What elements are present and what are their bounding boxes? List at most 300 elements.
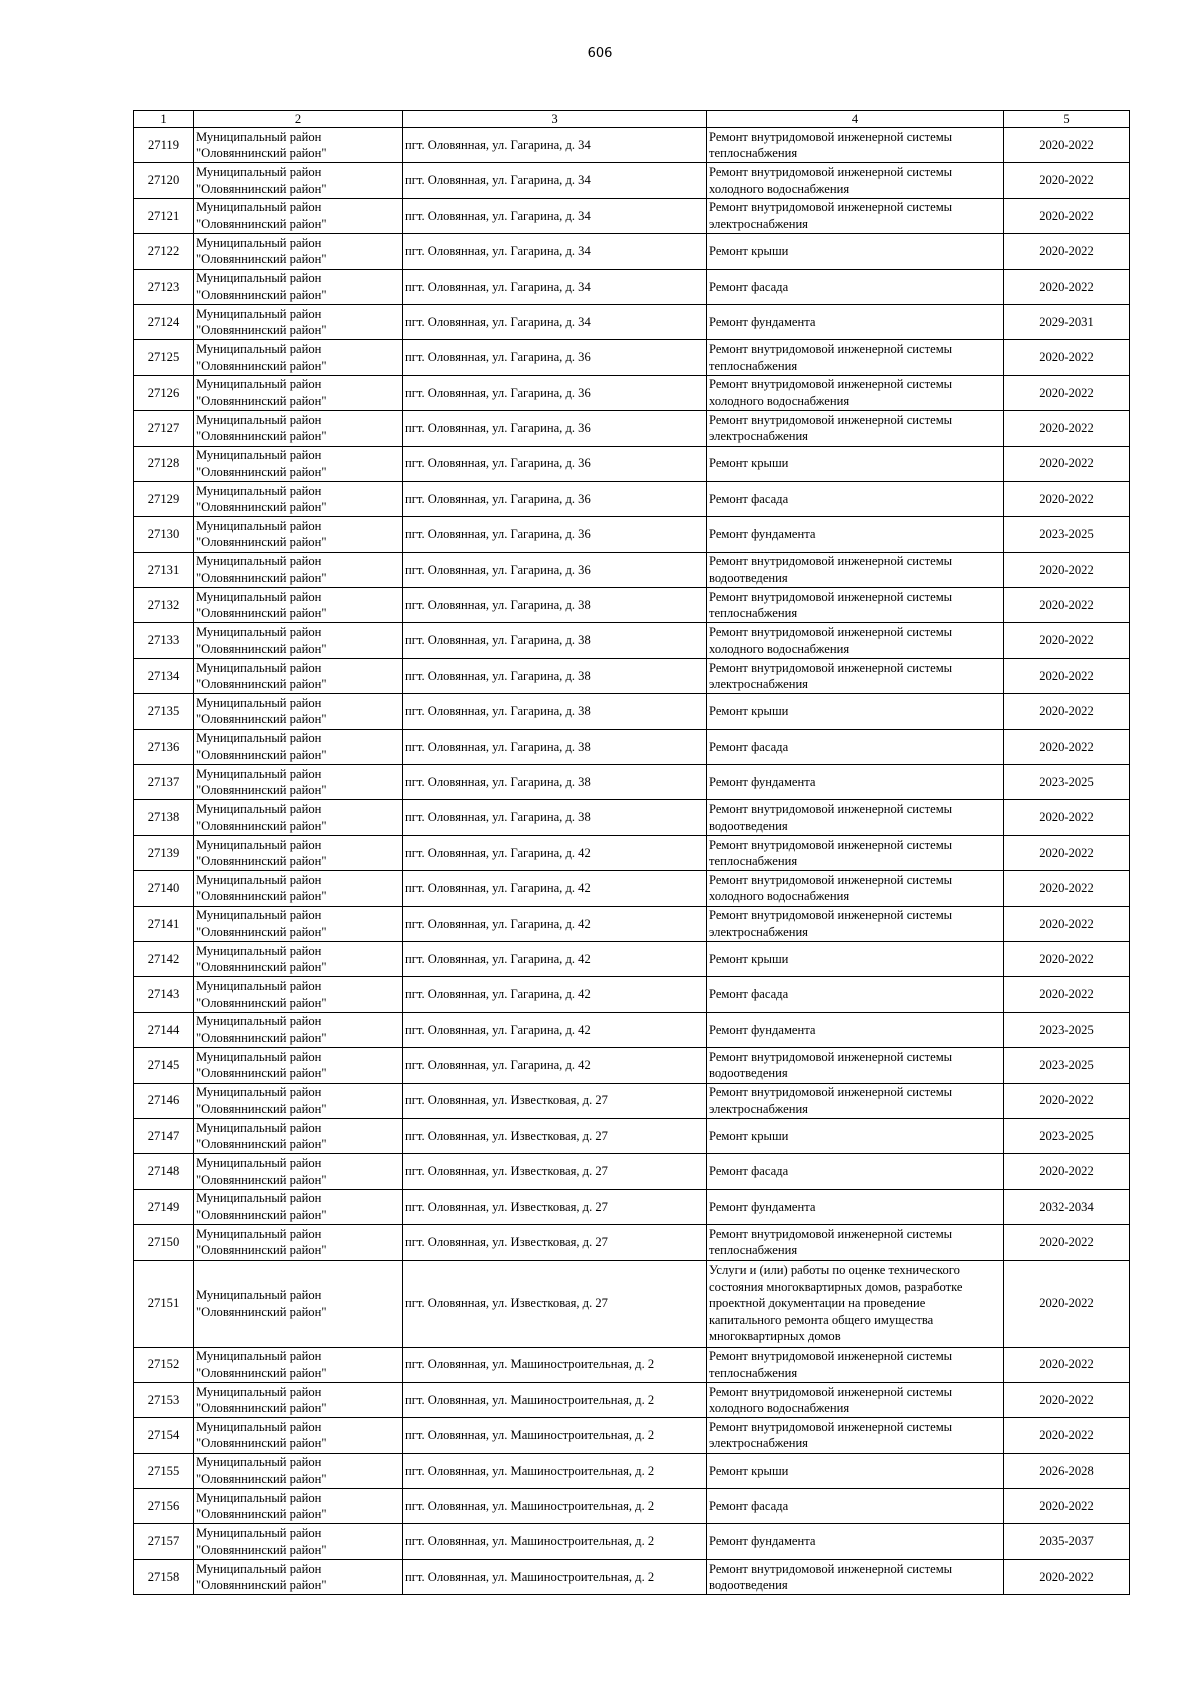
work-type-line: водоотведения: [709, 818, 788, 833]
district-line: "Оловяннинский район": [196, 960, 327, 975]
district-line: Муниципальный район: [196, 235, 322, 250]
district-cell: [194, 128, 403, 163]
district-line: "Оловяннинский район": [196, 1578, 327, 1593]
work-type-cell: [707, 411, 1004, 446]
row-number-cell: 27147: [134, 1118, 194, 1153]
address-cell: пгт. Оловянная, ул. Гагарина, д. 34: [403, 163, 707, 198]
work-type-cell: [707, 1048, 1004, 1083]
period-cell: 2020-2022: [1004, 234, 1130, 269]
address-cell: пгт. Оловянная, ул. Известковая, д. 27: [403, 1118, 707, 1153]
district-line: "Оловяннинский район": [196, 181, 327, 196]
district-line: Муниципальный район: [196, 1490, 322, 1505]
work-type-line: электроснабжения: [709, 1101, 808, 1116]
work-type-cell: [707, 906, 1004, 941]
work-type-line: электроснабжения: [709, 677, 808, 692]
address-cell: пгт. Оловянная, ул. Гагарина, д. 34: [403, 198, 707, 233]
district-line: Муниципальный район: [196, 1526, 322, 1541]
district-line: "Оловяннинский район": [196, 216, 327, 231]
period-cell: 2020-2022: [1004, 411, 1130, 446]
column-header-3: 3: [403, 111, 707, 128]
work-type-line: холодного водоснабжения: [709, 641, 850, 656]
district-line: Муниципальный район: [196, 766, 322, 781]
district-line: Муниципальный район: [196, 943, 322, 958]
district-line: Муниципальный район: [196, 837, 322, 852]
district-line: "Оловяннинский район": [196, 146, 327, 161]
work-type-line: Ремонт внутридомовой инженерной системы: [709, 837, 953, 852]
row-number-cell: 27139: [134, 835, 194, 870]
address-cell: пгт. Оловянная, ул. Известковая, д. 27: [403, 1154, 707, 1189]
work-type-cell: [707, 340, 1004, 375]
work-type-line: теплоснабжения: [709, 1243, 798, 1258]
district-line: "Оловяннинский район": [196, 1066, 327, 1081]
row-number-cell: 27125: [134, 340, 194, 375]
table-row: [134, 1524, 1130, 1559]
row-number-cell: 27151: [134, 1260, 194, 1347]
district-line: Муниципальный район: [196, 1049, 322, 1064]
work-type-line: Ремонт внутридомовой инженерной системы: [709, 1384, 953, 1399]
row-number-cell: 27126: [134, 375, 194, 410]
district-cell: [194, 871, 403, 906]
period-cell: 2026-2028: [1004, 1453, 1130, 1488]
work-type-line: холодного водоснабжения: [709, 889, 850, 904]
work-type-line: теплоснабжения: [709, 146, 798, 161]
address-cell: пгт. Оловянная, ул. Гагарина, д. 42: [403, 906, 707, 941]
work-type-cell: [707, 481, 1004, 516]
table-row: [134, 658, 1130, 693]
table-row: [134, 941, 1130, 976]
address-cell: пгт. Оловянная, ул. Гагарина, д. 38: [403, 694, 707, 729]
address-cell: пгт. Оловянная, ул. Гагарина, д. 42: [403, 1048, 707, 1083]
work-type-line: водоотведения: [709, 1066, 788, 1081]
period-cell: 2035-2037: [1004, 1524, 1130, 1559]
district-line: "Оловяннинский район": [196, 606, 327, 621]
row-number-cell: 27132: [134, 588, 194, 623]
period-cell: 2032-2034: [1004, 1189, 1130, 1224]
row-number-cell: 27155: [134, 1453, 194, 1488]
row-number-cell: 27152: [134, 1347, 194, 1382]
period-cell: 2020-2022: [1004, 481, 1130, 516]
district-line: Муниципальный район: [196, 271, 322, 286]
work-type-cell: [707, 1489, 1004, 1524]
district-cell: [194, 552, 403, 587]
address-cell: пгт. Оловянная, ул. Известковая, д. 27: [403, 1260, 707, 1347]
work-type-cell: [707, 375, 1004, 410]
table-row: [134, 1083, 1130, 1118]
work-type-cell: [707, 1347, 1004, 1382]
district-cell: [194, 1118, 403, 1153]
column-header-2: 2: [194, 111, 403, 128]
work-type-line: электроснабжения: [709, 1436, 808, 1451]
repair-register-table: [133, 110, 1130, 1595]
district-cell: [194, 340, 403, 375]
period-cell: 2020-2022: [1004, 623, 1130, 658]
table-body: [134, 128, 1130, 1595]
period-cell: 2020-2022: [1004, 729, 1130, 764]
district-line: Муниципальный район: [196, 1085, 322, 1100]
period-cell: 2020-2022: [1004, 198, 1130, 233]
period-cell: 2020-2022: [1004, 552, 1130, 587]
work-type-line: теплоснабжения: [709, 606, 798, 621]
row-number-cell: 27135: [134, 694, 194, 729]
district-line: "Оловяннинский район": [196, 393, 327, 408]
district-cell: [194, 1382, 403, 1417]
district-line: Муниципальный район: [196, 200, 322, 215]
work-type-line: Ремонт внутридомовой инженерной системы: [709, 625, 953, 640]
work-type-line: электроснабжения: [709, 429, 808, 444]
work-type-line: Ремонт фундамента: [709, 527, 816, 542]
period-cell: 2023-2025: [1004, 1048, 1130, 1083]
row-number-cell: 27153: [134, 1382, 194, 1417]
period-cell: 2020-2022: [1004, 658, 1130, 693]
work-type-line: Ремонт внутридомовой инженерной системы: [709, 412, 953, 427]
column-header-4: 4: [707, 111, 1004, 128]
period-cell: 2020-2022: [1004, 906, 1130, 941]
row-number-cell: 27157: [134, 1524, 194, 1559]
period-cell: 2020-2022: [1004, 163, 1130, 198]
address-cell: пгт. Оловянная, ул. Гагарина, д. 38: [403, 800, 707, 835]
row-number-cell: 27156: [134, 1489, 194, 1524]
district-line: "Оловяннинский район": [196, 712, 327, 727]
row-number-cell: 27119: [134, 128, 194, 163]
period-cell: 2020-2022: [1004, 800, 1130, 835]
district-line: "Оловяннинский район": [196, 535, 327, 550]
district-cell: [194, 269, 403, 304]
district-cell: [194, 1154, 403, 1189]
district-line: "Оловяннинский район": [196, 1507, 327, 1522]
work-type-line: теплоснабжения: [709, 854, 798, 868]
district-cell: [194, 1559, 403, 1594]
work-type-line: Ремонт внутридомовой инженерной системы: [709, 129, 953, 144]
work-type-cell: [707, 871, 1004, 906]
work-type-line: Ремонт внутридомовой инженерной системы: [709, 908, 953, 923]
work-type-line: Ремонт внутридомовой инженерной системы: [709, 1419, 953, 1434]
district-line: "Оловяннинский район": [196, 995, 327, 1010]
district-line: "Оловяннинский район": [196, 641, 327, 656]
table-row: [134, 1382, 1130, 1417]
district-line: Муниципальный район: [196, 1384, 322, 1399]
address-cell: пгт. Оловянная, ул. Гагарина, д. 36: [403, 375, 707, 410]
work-type-cell: [707, 941, 1004, 976]
work-type-cell: [707, 1154, 1004, 1189]
work-type-line: электроснабжения: [709, 216, 808, 231]
work-type-line: теплоснабжения: [709, 1365, 798, 1380]
district-line: Муниципальный район: [196, 342, 322, 357]
district-cell: [194, 1260, 403, 1347]
district-line: "Оловяннинский район": [196, 1304, 327, 1319]
work-type-line: Ремонт крыши: [709, 1463, 789, 1478]
work-type-cell: [707, 128, 1004, 163]
work-type-cell: [707, 552, 1004, 587]
table-row: [134, 1048, 1130, 1083]
row-number-cell: 27129: [134, 481, 194, 516]
work-type-cell: [707, 269, 1004, 304]
table-row: [134, 1489, 1130, 1524]
district-cell: [194, 1189, 403, 1224]
address-cell: пгт. Оловянная, ул. Гагарина, д. 36: [403, 552, 707, 587]
table-row: [134, 977, 1130, 1012]
column-header-1: 1: [134, 111, 194, 128]
page-number: 606: [587, 46, 613, 61]
district-cell: [194, 234, 403, 269]
district-cell: [194, 765, 403, 800]
table-row: [134, 1118, 1130, 1153]
work-type-line: водоотведения: [709, 1578, 788, 1593]
work-type-line: Ремонт внутридомовой инженерной системы: [709, 802, 953, 817]
district-line: Муниципальный район: [196, 412, 322, 427]
district-line: Муниципальный район: [196, 1455, 322, 1470]
work-type-line: Ремонт крыши: [709, 951, 789, 966]
row-number-cell: 27136: [134, 729, 194, 764]
district-line: Муниципальный район: [196, 129, 322, 144]
work-type-line: Ремонт внутридомовой инженерной системы: [709, 165, 953, 180]
address-cell: пгт. Оловянная, ул. Гагарина, д. 42: [403, 977, 707, 1012]
district-line: Муниципальный район: [196, 165, 322, 180]
district-line: Муниципальный район: [196, 908, 322, 923]
work-type-line: Ремонт внутридомовой инженерной системы: [709, 872, 953, 887]
district-line: Муниципальный район: [196, 1349, 322, 1364]
work-type-line: Ремонт фасада: [709, 739, 789, 754]
district-line: Муниципальный район: [196, 1226, 322, 1241]
address-cell: пгт. Оловянная, ул. Гагарина, д. 34: [403, 234, 707, 269]
district-line: "Оловяннинский район": [196, 1436, 327, 1451]
table-row: [134, 765, 1130, 800]
address-cell: пгт. Оловянная, ул. Машиностроительная, д. 2: [403, 1559, 707, 1594]
district-line: "Оловяннинский район": [196, 1401, 327, 1416]
row-number-cell: 27141: [134, 906, 194, 941]
table-row: [134, 1347, 1130, 1382]
period-cell: 2023-2025: [1004, 517, 1130, 552]
period-cell: 2020-2022: [1004, 1489, 1130, 1524]
period-cell: 2020-2022: [1004, 835, 1130, 870]
address-cell: пгт. Оловянная, ул. Гагарина, д. 34: [403, 304, 707, 339]
work-type-cell: [707, 1012, 1004, 1047]
table-row: [134, 694, 1130, 729]
row-number-cell: 27158: [134, 1559, 194, 1594]
work-type-line: Ремонт крыши: [709, 456, 789, 471]
work-type-line: многоквартирных домов: [709, 1329, 841, 1344]
district-cell: [194, 941, 403, 976]
work-type-line: проектной документации на проведение: [709, 1296, 926, 1311]
row-number-cell: 27145: [134, 1048, 194, 1083]
work-type-line: состояния многоквартирных домов, разработке: [709, 1279, 963, 1294]
district-line: Муниципальный район: [196, 625, 322, 640]
work-type-line: Ремонт внутридомовой инженерной системы: [709, 1226, 953, 1241]
table-row: [134, 340, 1130, 375]
row-number-cell: 27131: [134, 552, 194, 587]
work-type-line: холодного водоснабжения: [709, 181, 850, 196]
work-type-cell: [707, 1225, 1004, 1260]
period-cell: 2020-2022: [1004, 375, 1130, 410]
district-line: Муниципальный район: [196, 589, 322, 604]
district-cell: [194, 1418, 403, 1453]
row-number-cell: 27154: [134, 1418, 194, 1453]
table-row: [134, 1225, 1130, 1260]
address-cell: пгт. Оловянная, ул. Гагарина, д. 42: [403, 871, 707, 906]
row-number-cell: 27127: [134, 411, 194, 446]
district-cell: [194, 1347, 403, 1382]
district-line: Муниципальный район: [196, 979, 322, 994]
district-line: "Оловяннинский район": [196, 1137, 327, 1152]
row-number-cell: 27123: [134, 269, 194, 304]
district-line: "Оловяннинский район": [196, 783, 327, 798]
address-cell: пгт. Оловянная, ул. Известковая, д. 27: [403, 1083, 707, 1118]
row-number-cell: 27148: [134, 1154, 194, 1189]
district-line: Муниципальный район: [196, 802, 322, 817]
work-type-cell: [707, 623, 1004, 658]
district-cell: [194, 1083, 403, 1118]
district-line: "Оловяннинский район": [196, 500, 327, 515]
work-type-line: Ремонт внутридомовой инженерной системы: [709, 660, 953, 675]
work-type-cell: [707, 1083, 1004, 1118]
district-line: "Оловяннинский район": [196, 1172, 327, 1187]
row-number-cell: 27140: [134, 871, 194, 906]
district-line: "Оловяннинский район": [196, 429, 327, 444]
district-line: Муниципальный район: [196, 1014, 322, 1029]
district-cell: [194, 198, 403, 233]
district-cell: [194, 1225, 403, 1260]
row-number-cell: 27130: [134, 517, 194, 552]
table-header: [134, 111, 1130, 128]
work-type-line: Ремонт фундамента: [709, 1199, 816, 1214]
table-row: [134, 1012, 1130, 1047]
work-type-cell: [707, 163, 1004, 198]
district-line: Муниципальный район: [196, 1120, 322, 1135]
period-cell: 2020-2022: [1004, 1559, 1130, 1594]
address-cell: пгт. Оловянная, ул. Гагарина, д. 42: [403, 835, 707, 870]
work-type-line: Ремонт внутридомовой инженерной системы: [709, 200, 953, 215]
period-cell: 2020-2022: [1004, 941, 1130, 976]
table-row: [134, 128, 1130, 163]
table-row: [134, 269, 1130, 304]
period-cell: 2023-2025: [1004, 1012, 1130, 1047]
work-type-line: холодного водоснабжения: [709, 393, 850, 408]
address-cell: пгт. Оловянная, ул. Машиностроительная, д. 2: [403, 1489, 707, 1524]
work-type-line: Ремонт внутридомовой инженерной системы: [709, 342, 953, 357]
district-cell: [194, 1489, 403, 1524]
row-number-cell: 27144: [134, 1012, 194, 1047]
work-type-line: Ремонт фундамента: [709, 1534, 816, 1549]
work-type-line: Ремонт фасада: [709, 1499, 789, 1513]
district-cell: [194, 694, 403, 729]
work-type-line: Ремонт внутридомовой инженерной системы: [709, 1349, 953, 1364]
work-type-line: Ремонт фасада: [709, 1164, 789, 1179]
period-cell: 2020-2022: [1004, 1418, 1130, 1453]
address-cell: пгт. Оловянная, ул. Гагарина, д. 42: [403, 941, 707, 976]
row-number-cell: 27121: [134, 198, 194, 233]
address-cell: пгт. Оловянная, ул. Гагарина, д. 36: [403, 517, 707, 552]
district-cell: [194, 304, 403, 339]
work-type-cell: [707, 694, 1004, 729]
period-cell: 2020-2022: [1004, 1347, 1130, 1382]
period-cell: 2029-2031: [1004, 304, 1130, 339]
district-line: Муниципальный район: [196, 731, 322, 746]
district-line: "Оловяннинский район": [196, 924, 327, 939]
district-cell: [194, 906, 403, 941]
work-type-cell: [707, 765, 1004, 800]
district-line: "Оловяннинский район": [196, 358, 327, 373]
period-cell: 2020-2022: [1004, 446, 1130, 481]
table-row: [134, 906, 1130, 941]
table-row: [134, 163, 1130, 198]
district-line: Муниципальный район: [196, 518, 322, 533]
period-cell: 2020-2022: [1004, 1382, 1130, 1417]
work-type-cell: [707, 1382, 1004, 1417]
table-row: [134, 588, 1130, 623]
work-type-cell: [707, 658, 1004, 693]
address-cell: пгт. Оловянная, ул. Известковая, д. 27: [403, 1225, 707, 1260]
row-number-cell: 27133: [134, 623, 194, 658]
district-line: Муниципальный район: [196, 872, 322, 887]
address-cell: пгт. Оловянная, ул. Гагарина, д. 34: [403, 269, 707, 304]
table-row: [134, 623, 1130, 658]
work-type-line: Ремонт внутридомовой инженерной системы: [709, 1049, 953, 1064]
district-line: Муниципальный район: [196, 483, 322, 498]
district-cell: [194, 163, 403, 198]
period-cell: 2020-2022: [1004, 1154, 1130, 1189]
work-type-line: Ремонт внутридомовой инженерной системы: [709, 377, 953, 392]
work-type-line: Ремонт внутридомовой инженерной системы: [709, 1561, 953, 1576]
row-number-cell: 27150: [134, 1225, 194, 1260]
table-row: [134, 481, 1130, 516]
period-cell: 2020-2022: [1004, 871, 1130, 906]
work-type-cell: [707, 800, 1004, 835]
district-cell: [194, 977, 403, 1012]
work-type-cell: [707, 1189, 1004, 1224]
district-line: "Оловяннинский район": [196, 1207, 327, 1222]
district-line: Муниципальный район: [196, 1419, 322, 1434]
address-cell: пгт. Оловянная, ул. Гагарина, д. 36: [403, 340, 707, 375]
work-type-line: Услуги и (или) работы по оценке технического: [709, 1263, 960, 1278]
district-line: Муниципальный район: [196, 1191, 322, 1206]
address-cell: пгт. Оловянная, ул. Гагарина, д. 38: [403, 765, 707, 800]
address-cell: пгт. Оловянная, ул. Машиностроительная, д. 2: [403, 1453, 707, 1488]
district-line: "Оловяннинский район": [196, 677, 327, 692]
work-type-cell: [707, 234, 1004, 269]
district-line: Муниципальный район: [196, 1156, 322, 1171]
table-row: [134, 552, 1130, 587]
address-cell: пгт. Оловянная, ул. Гагарина, д. 38: [403, 623, 707, 658]
work-type-line: водоотведения: [709, 570, 788, 585]
row-number-cell: 27146: [134, 1083, 194, 1118]
address-cell: пгт. Оловянная, ул. Гагарина, д. 38: [403, 729, 707, 764]
header-row: [134, 111, 1130, 128]
district-line: Муниципальный район: [196, 1288, 322, 1302]
work-type-line: Ремонт внутридомовой инженерной системы: [709, 1085, 953, 1100]
work-type-line: Ремонт фасада: [709, 491, 789, 506]
district-line: "Оловяннинский район": [196, 287, 327, 302]
row-number-cell: 27124: [134, 304, 194, 339]
table-row: [134, 1559, 1130, 1594]
work-type-line: Ремонт крыши: [709, 244, 789, 259]
table-row: [134, 729, 1130, 764]
address-cell: пгт. Оловянная, ул. Гагарина, д. 34: [403, 128, 707, 163]
work-type-cell: [707, 588, 1004, 623]
work-type-line: Ремонт фундамента: [709, 1022, 816, 1037]
work-type-cell: [707, 1559, 1004, 1594]
district-cell: [194, 588, 403, 623]
district-line: "Оловяннинский район": [196, 1365, 327, 1380]
table-row: [134, 1189, 1130, 1224]
district-cell: [194, 517, 403, 552]
work-type-cell: [707, 1453, 1004, 1488]
work-type-cell: [707, 198, 1004, 233]
column-header-5: 5: [1004, 111, 1130, 128]
table-row: [134, 234, 1130, 269]
table-row: [134, 871, 1130, 906]
address-cell: пгт. Оловянная, ул. Машиностроительная, д. 2: [403, 1418, 707, 1453]
work-type-cell: [707, 729, 1004, 764]
address-cell: пгт. Оловянная, ул. Гагарина, д. 36: [403, 411, 707, 446]
